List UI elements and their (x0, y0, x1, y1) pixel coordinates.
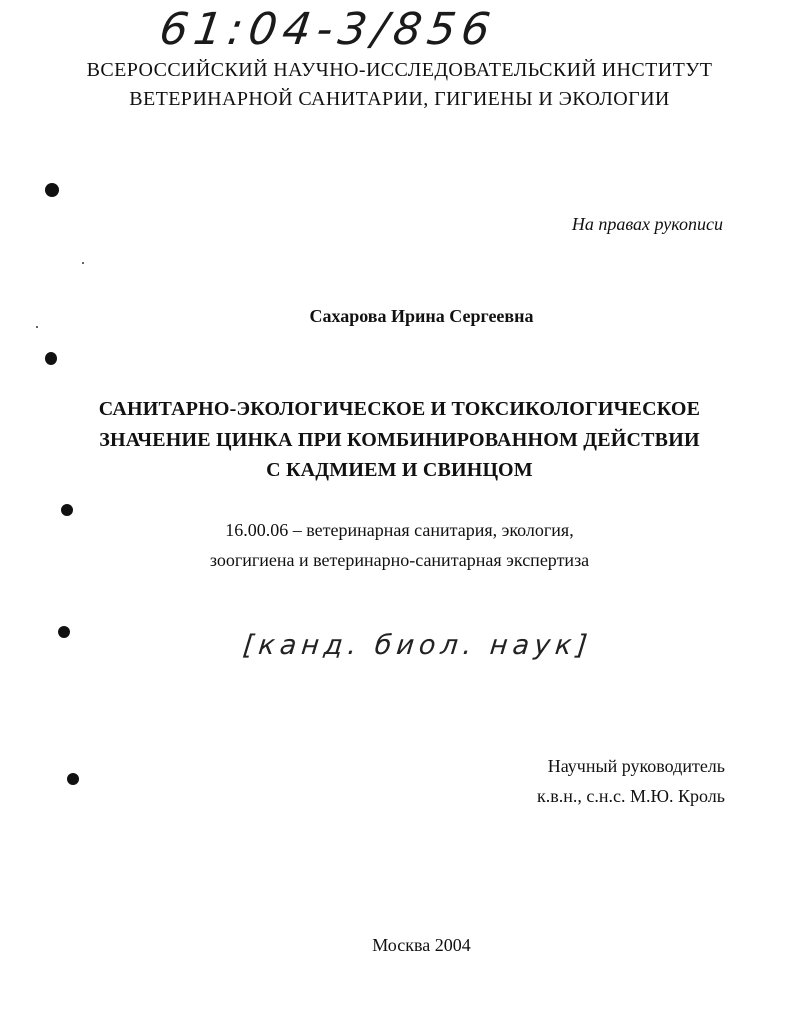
scan-speck (82, 262, 84, 264)
title-line-2: ЗНАЧЕНИЕ ЦИНКА ПРИ КОМБИНИРОВАННОМ ДЕЙСТВИИ (99, 429, 700, 451)
title-line-1: САНИТАРНО-ЭКОЛОГИЧЕСКОЕ И ТОКСИКОЛОГИЧЕСКОЕ (98, 398, 701, 420)
handwritten-degree-note: [канд. биол. наук] (241, 630, 594, 661)
rights-note: На правах рукописи (571, 214, 723, 234)
punch-hole-mark (45, 352, 57, 365)
institute-line-2: ВЕТЕРИНАРНОЙ САНИТАРИИ, ГИГИЕНЫ И ЭКОЛОГИИ (129, 88, 670, 110)
punch-hole-mark (58, 626, 70, 638)
supervisor-label: Научный руководитель (547, 756, 725, 776)
institute-line-1: ВСЕРОССИЙСКИЙ НАУЧНО-ИССЛЕДОВАТЕЛЬСКИЙ ИНСТИТУТ (86, 59, 713, 81)
author-name: Сахарова Ирина Сергеевна (309, 306, 534, 326)
specialty-line-1: 16.00.06 – ветеринарная санитария, экология, (225, 520, 574, 540)
supervisor-name: к.в.н., с.н.с. М.Ю. Кроль (537, 786, 725, 806)
title-line-3: С КАДМИЕМ И СВИНЦОМ (266, 459, 533, 481)
punch-hole-mark (67, 773, 79, 785)
city-year: Москва 2004 (372, 935, 471, 955)
handwritten-archive-code: 61:04-3/856 (156, 4, 500, 55)
punch-hole-mark (45, 183, 59, 197)
specialty-line-2: зоогигиена и ветеринарно-санитарная экспертиза (209, 550, 590, 570)
